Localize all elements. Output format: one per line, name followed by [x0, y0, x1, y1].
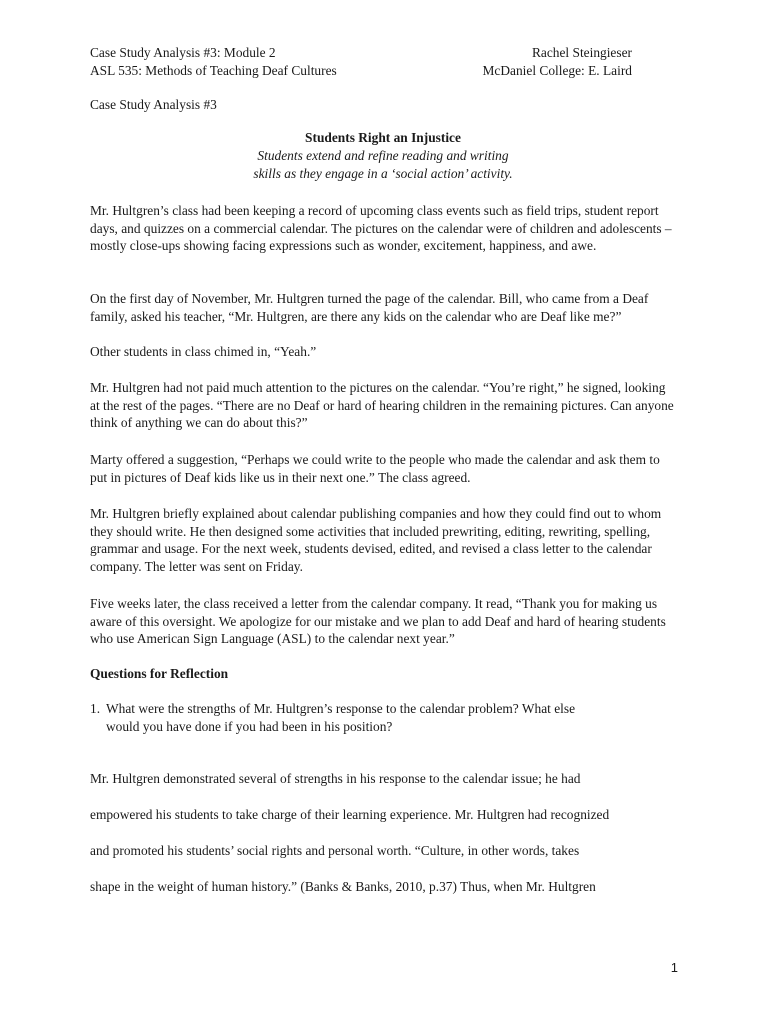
header-course-title: ASL 535: Methods of Teaching Deaf Cultures: [90, 63, 337, 78]
paragraph-1: Mr. Hultgren’s class had been keeping a record of upcoming class events such as field trips, student report days, and quizzes on a commercial calendar. The pictures on the calendar were of children and adolescents – mostly close-ups showing facing expressions such as wonder, excitement, happiness, and awe.: [90, 203, 672, 254]
paragraph-5: Marty offered a suggestion, “Perhaps we could write to the people who made the calendar and ask them to put in pictures of Deaf kids like us in their next one.” The class agreed.: [90, 452, 660, 485]
paragraph-2: On the first day of November, Mr. Hultgren turned the page of the calendar. Bill, who came from a Deaf family, asked his teacher, “Mr. Hultgren, are there any kids on the calendar who are Deaf like me?”: [90, 291, 649, 324]
case-title: Students Right an Injustice: [305, 130, 461, 145]
question-1-number: 1.: [90, 701, 101, 716]
case-subtitle-line-2: skills as they engage in a ‘social action’ activity.: [253, 166, 513, 181]
header-college: McDaniel College: E. Laird: [482, 63, 632, 78]
case-subtitle-line-1: Students extend and refine reading and writing: [257, 148, 509, 163]
paragraph-3: Other students in class chimed in, “Yeah.”: [90, 344, 317, 359]
page-number: 1: [670, 960, 678, 975]
header-course-module: Case Study Analysis #3: Module 2: [90, 45, 276, 60]
paragraph-7: Five weeks later, the class received a letter from the calendar company. It read, “Thank you for making us aware of this oversight. We apologize for our mistake and we plan to add Deaf and hard of hearing students who use American Sign Language (ASL) to the calendar next year.”: [90, 596, 666, 647]
paragraph-6: Mr. Hultgren briefly explained about calendar publishing companies and how they could find out to whom they should write. He then designed some activities that included prewriting, editing, rewriting, spelling, grammar and usage. For the next week, students devised, edited, and revised a class letter to the calendar company. The letter was sent on Friday.: [90, 506, 662, 574]
answer-line-3: and promoted his students’ social rights and personal worth. “Culture, in other words, takes: [90, 843, 580, 858]
answer-line-2: empowered his students to take charge of their learning experience. Mr. Hultgren had recognized: [90, 807, 610, 822]
question-1-line-1: What were the strengths of Mr. Hultgren’s response to the calendar problem? What else: [106, 701, 576, 716]
answer-line-4: shape in the weight of human history.” (Banks & Banks, 2010, p.37) Thus, when Mr. Hultgren: [90, 879, 596, 894]
answer-line-1: Mr. Hultgren demonstrated several of strengths in his response to the calendar issue; he had: [90, 771, 581, 786]
question-1-line-2: would you have done if you had been in his position?: [106, 719, 393, 734]
header-author: Rachel Steingieser: [531, 45, 632, 60]
questions-heading: Questions for Reflection: [90, 666, 229, 681]
paragraph-4: Mr. Hultgren had not paid much attention to the pictures on the calendar. “You’re right,” he signed, looking at the rest of the pages. “There are no Deaf or hard of hearing children in the remaining pictures. Can anyone think of anything we can do about this?”: [90, 380, 674, 431]
doc-label: Case Study Analysis #3: [90, 97, 217, 112]
